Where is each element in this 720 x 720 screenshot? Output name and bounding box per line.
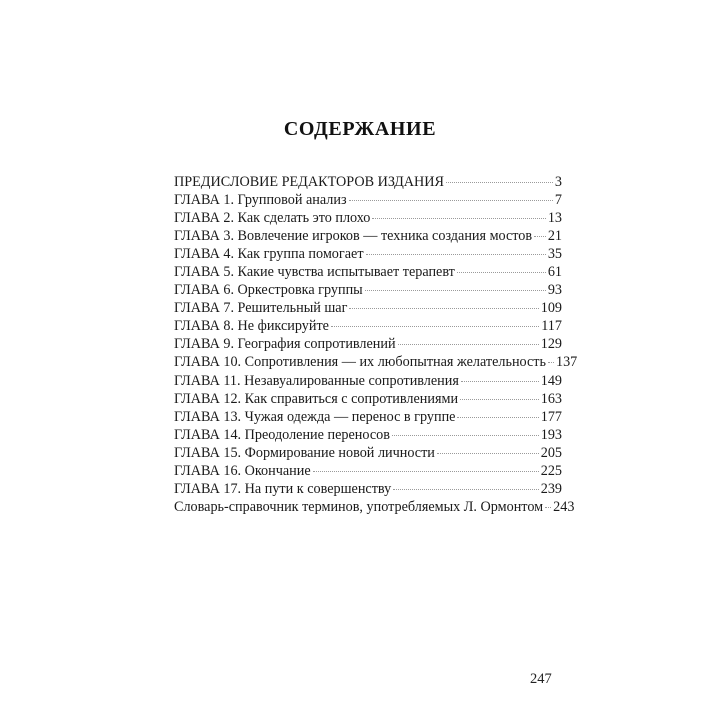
toc-entry bbox=[174, 317, 562, 335]
toc-entry-label: ГЛАВА 5. Какие чувства испытывает терапевт bbox=[174, 264, 455, 281]
toc-entry-label: ГЛАВА 4. Как группа помогает bbox=[174, 246, 364, 263]
dot-leader bbox=[313, 471, 539, 472]
toc-entry-page: 243 bbox=[553, 498, 575, 515]
toc-entry-label: ГЛАВА 12. Как справиться с сопротивлениями bbox=[174, 390, 459, 407]
toc-entry bbox=[174, 426, 562, 444]
toc-entry bbox=[174, 263, 562, 281]
toc-entry-page: 239 bbox=[540, 480, 562, 497]
toc-entry bbox=[174, 498, 575, 516]
toc-entry-page: 21 bbox=[547, 228, 562, 245]
dot-leader bbox=[392, 435, 539, 436]
toc-entry bbox=[174, 191, 562, 209]
toc-entry bbox=[174, 335, 562, 353]
dot-leader bbox=[460, 399, 539, 400]
toc-entry-label: ГЛАВА 11. Незавуалированные сопротивления bbox=[174, 372, 459, 389]
page-number: 247 bbox=[530, 671, 552, 687]
toc-entry bbox=[174, 227, 562, 245]
toc-entry-page: 7 bbox=[554, 192, 562, 209]
dot-leader bbox=[548, 362, 554, 363]
dot-leader bbox=[437, 453, 539, 454]
toc-entry-page: 35 bbox=[547, 246, 562, 263]
toc-entry-label: ГЛАВА 17. На пути к совершенству bbox=[174, 480, 392, 497]
toc-entry-page: 137 bbox=[555, 354, 578, 371]
toc-entry-page: 109 bbox=[540, 300, 562, 317]
toc-entry-page: 205 bbox=[540, 444, 562, 461]
toc-entry-page: 177 bbox=[540, 408, 562, 425]
toc-entry-page: 117 bbox=[541, 318, 562, 335]
dot-leader bbox=[366, 254, 546, 255]
toc-entry bbox=[174, 372, 562, 390]
dot-leader bbox=[446, 182, 553, 183]
toc-entry-label: Словарь-справочник терминов, употребляемых Л. Ормонтом bbox=[174, 498, 544, 515]
toc-entry bbox=[174, 173, 562, 191]
dot-leader bbox=[545, 507, 551, 508]
dot-leader bbox=[457, 417, 538, 418]
toc-entry-label: ПРЕДИСЛОВИЕ РЕДАКТОРОВ ИЗДАНИЯ bbox=[174, 174, 444, 190]
toc-entry-page: 163 bbox=[540, 390, 562, 407]
toc-entry bbox=[174, 480, 562, 498]
toc-entry-page: 61 bbox=[547, 264, 562, 281]
toc-entry-page: 129 bbox=[540, 336, 562, 353]
dot-leader bbox=[534, 236, 546, 237]
toc-entry bbox=[174, 281, 562, 299]
toc-entry-page: 149 bbox=[540, 372, 562, 389]
toc-entry-page: 3 bbox=[554, 174, 562, 190]
toc-entry-label: ГЛАВА 13. Чужая одежда — перенос в группе bbox=[174, 408, 456, 425]
toc-entry-label: ГЛАВА 9. География сопротивлений bbox=[174, 336, 396, 353]
toc-entry bbox=[174, 353, 578, 371]
toc-entry-page: 193 bbox=[540, 426, 562, 443]
toc-entry-label: ГЛАВА 10. Сопротивления — их любопытная желательность bbox=[174, 354, 546, 371]
dot-leader bbox=[461, 381, 539, 382]
toc-entry-label: ГЛАВА 15. Формирование новой личности bbox=[174, 444, 435, 461]
table-of-contents bbox=[174, 173, 578, 516]
toc-entry bbox=[174, 390, 562, 408]
dot-leader bbox=[349, 200, 553, 201]
toc-entry-label: ГЛАВА 6. Оркестровка группы bbox=[174, 282, 363, 299]
page-title: СОДЕРЖАНИЕ bbox=[283, 118, 437, 140]
dot-leader bbox=[393, 489, 539, 490]
toc-entry bbox=[174, 209, 562, 227]
toc-entry-page: 93 bbox=[547, 282, 562, 299]
toc-entry bbox=[174, 408, 562, 426]
toc-entry-label: ГЛАВА 7. Решительный шаг bbox=[174, 300, 348, 317]
toc-entry-label: ГЛАВА 1. Групповой анализ bbox=[174, 192, 347, 209]
dot-leader bbox=[349, 308, 538, 309]
toc-entry-label: ГЛАВА 16. Окончание bbox=[174, 462, 311, 479]
dot-leader bbox=[372, 218, 545, 219]
dot-leader bbox=[365, 290, 546, 291]
dot-leader bbox=[331, 326, 539, 327]
toc-entry bbox=[174, 462, 562, 480]
toc-entry-page: 225 bbox=[540, 462, 562, 479]
toc-entry-label: ГЛАВА 2. Как сделать это плохо bbox=[174, 210, 371, 227]
dot-leader bbox=[457, 272, 546, 273]
toc-entry bbox=[174, 444, 562, 462]
dot-leader bbox=[398, 344, 539, 345]
toc-entry-label: ГЛАВА 14. Преодоление переносов bbox=[174, 426, 390, 443]
toc-entry-label: ГЛАВА 3. Вовлечение игроков — техника создания мостов bbox=[174, 228, 533, 245]
toc-entry-page: 13 bbox=[547, 210, 562, 227]
toc-entry bbox=[174, 299, 562, 317]
toc-entry-label: ГЛАВА 8. Не фиксируйте bbox=[174, 318, 329, 335]
toc-entry bbox=[174, 245, 562, 263]
